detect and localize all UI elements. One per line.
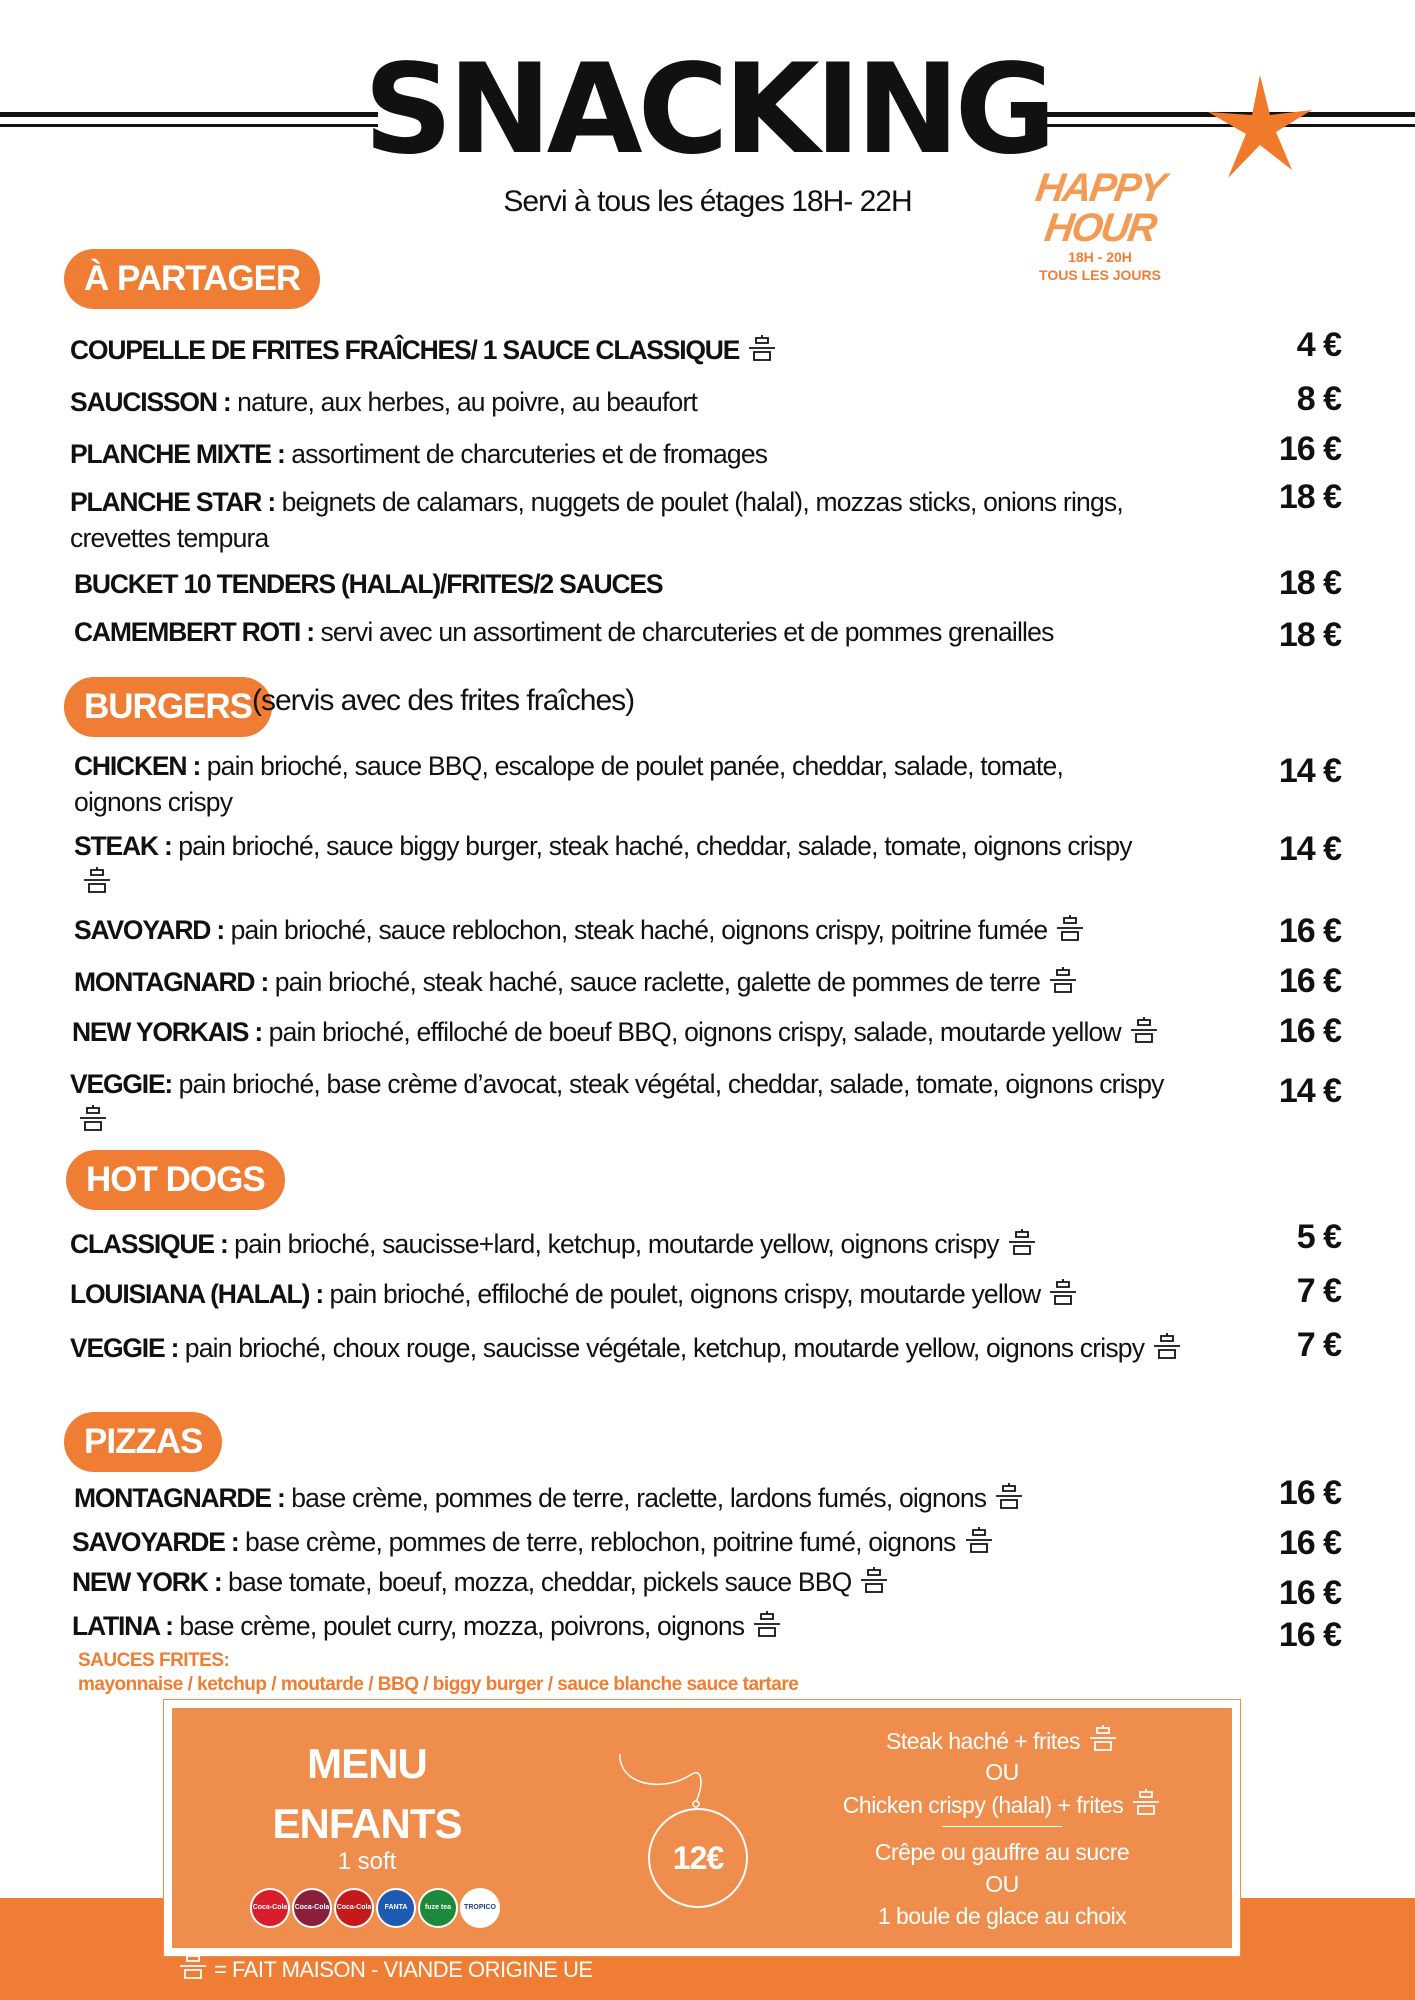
section-a-partager-label: À PARTAGER <box>64 249 320 309</box>
item-desc: pain brioché, effiloché de boeuf BBQ, oignons crispy, salade, moutarde yellow <box>268 1017 1121 1047</box>
fait-maison-icon <box>1088 1724 1118 1752</box>
menu-item <box>74 614 1144 650</box>
item-desc: pain brioché, base crème d’avocat, steak végétal, cheddar, salade, tomate, oignons crispy <box>178 1069 1164 1099</box>
item-name: CLASSIQUE : <box>70 1229 228 1259</box>
kids-dessert-crepe: Crêpe ou gauffre au sucre <box>874 1839 1130 1865</box>
sauces-title: SAUCES FRITES: <box>78 1650 230 1671</box>
sauces-list: mayonnaise / ketchup / moutarde / BBQ / biggy burger / sauce blanche sauce tartare <box>78 1674 799 1695</box>
footnote <box>178 1952 593 1983</box>
item-price: 8 € <box>1296 380 1341 418</box>
item-name: MONTAGNARDE : <box>74 1483 285 1513</box>
menu-item <box>70 484 1130 556</box>
item-name: VEGGIE: <box>70 1069 173 1099</box>
page-title: SNACKING <box>363 38 1052 182</box>
kids-dessert-or: OU <box>985 1871 1019 1897</box>
item-price: 14 € <box>1278 830 1341 868</box>
item-desc: nature, aux herbes, au poivre, au beaufort <box>237 387 698 417</box>
item-name: VEGGIE : <box>70 1333 179 1363</box>
fait-maison-icon <box>964 1526 994 1554</box>
kids-dessert-glace: 1 boule de glace au choix <box>877 1903 1127 1929</box>
item-name: COUPELLE DE FRITES FRAÎCHES/ 1 SAUCE CLASSIQUE <box>70 335 740 365</box>
item-price: 4 € <box>1296 326 1341 364</box>
page-subtitle: Servi à tous les étages 18H- 22H <box>503 185 912 218</box>
menu-item <box>72 1524 1192 1560</box>
fait-maison-icon <box>994 1482 1024 1510</box>
item-name: BUCKET 10 TENDERS (HALAL)/FRITES/2 SAUCES <box>74 569 663 599</box>
item-price: 16 € <box>1278 912 1341 950</box>
happy-hour-hours: 18H - 20H <box>1068 249 1132 265</box>
item-name: SAUCISSON : <box>70 387 231 417</box>
item-name: LOUISIANA (HALAL) : <box>70 1279 323 1309</box>
item-desc: base tomate, boeuf, mozza, cheddar, pickels sauce BBQ <box>228 1567 852 1597</box>
item-name: NEW YORK : <box>72 1567 222 1597</box>
kids-menu-soft: 1 soft <box>337 1848 397 1875</box>
drink-logo-fanta: FANTA <box>376 1888 416 1928</box>
kids-menu-title <box>232 1734 502 1854</box>
menu-item <box>70 384 1140 420</box>
item-price: 5 € <box>1296 1218 1341 1256</box>
item-name: PLANCHE STAR : <box>70 487 276 517</box>
section-hot-dogs-label: HOT DOGS <box>66 1150 285 1210</box>
drink-logo-coca-cola: Coca-Cola <box>250 1888 290 1928</box>
kids-divider <box>942 1826 1062 1827</box>
fait-maison-icon <box>82 866 112 894</box>
item-desc: pain brioché, effiloché de poulet, oignons crispy, moutarde yellow <box>329 1279 1041 1309</box>
menu-item <box>74 828 1134 900</box>
fait-maison-icon <box>1048 966 1078 994</box>
fait-maison-icon <box>1131 1788 1161 1816</box>
item-price: 16 € <box>1278 1524 1341 1562</box>
item-desc: pain brioché, sauce BBQ, escalope de poulet panée, cheddar, salade, tomate, oignons crispy <box>74 751 1064 817</box>
happy-hour-badge <box>1030 168 1170 284</box>
item-price: 18 € <box>1278 564 1341 602</box>
item-price: 14 € <box>1278 752 1341 790</box>
fait-maison-icon <box>752 1610 782 1638</box>
item-name: LATINA : <box>72 1611 173 1641</box>
fait-maison-icon <box>1129 1016 1159 1044</box>
item-price: 16 € <box>1278 1574 1341 1612</box>
item-name: STEAK : <box>74 831 172 861</box>
item-desc: servi avec un assortiment de charcuteries et de pommes grenailles <box>320 617 1054 647</box>
fait-maison-icon <box>859 1566 889 1594</box>
item-price: 16 € <box>1278 1616 1341 1654</box>
item-desc: pain brioché, sauce biggy burger, steak haché, cheddar, salade, tomate, oignons crispy <box>178 831 1132 861</box>
fait-maison-icon <box>1007 1228 1037 1256</box>
item-desc: base crème, pommes de terre, reblochon, poitrine fumé, oignons <box>245 1527 956 1557</box>
item-price: 16 € <box>1278 1012 1341 1050</box>
drink-logo-tropico: TROPICO <box>460 1888 500 1928</box>
happy-hour-line1: HAPPY <box>1033 166 1167 210</box>
happy-hour-line2: HOUR <box>1042 206 1158 250</box>
menu-item <box>70 1066 1190 1138</box>
kids-option-steak-text: Steak haché + frites <box>886 1728 1080 1754</box>
footnote-text: = FAIT MAISON - VIANDE ORIGINE UE <box>214 1957 593 1982</box>
item-name: PLANCHE MIXTE : <box>70 439 285 469</box>
item-price: 18 € <box>1278 616 1341 654</box>
item-name: NEW YORKAIS : <box>72 1017 263 1047</box>
item-name: CAMEMBERT ROTI : <box>74 617 314 647</box>
kids-option-steak <box>832 1724 1172 1757</box>
fait-maison-icon <box>1048 1278 1078 1306</box>
drink-logo-coca-cola-cherry: Coca-Cola <box>292 1888 332 1928</box>
kids-menu-title-line1: MENU <box>307 1740 427 1787</box>
fait-maison-icon <box>1152 1332 1182 1360</box>
kids-menu-price: 12€ <box>648 1808 748 1908</box>
menu-item <box>74 1480 1194 1516</box>
item-price: 16 € <box>1278 430 1341 468</box>
star-icon <box>1200 70 1320 190</box>
menu-item <box>70 332 1140 368</box>
kids-option-chicken-text: Chicken crispy (halal) + frites <box>842 1792 1124 1818</box>
item-name: SAVOYARDE : <box>72 1527 239 1557</box>
item-price: 7 € <box>1296 1326 1341 1364</box>
item-desc: base crème, pommes de terre, raclette, lardons fumés, oignons <box>291 1483 987 1513</box>
fait-maison-icon <box>178 1952 208 1980</box>
drink-logo-fuze-tea: fuze tea <box>418 1888 458 1928</box>
item-price: 14 € <box>1278 1072 1341 1110</box>
item-desc: pain brioché, sauce reblochon, steak haché, oignons crispy, poitrine fumée <box>230 915 1048 945</box>
item-name: MONTAGNARD : <box>74 967 269 997</box>
menu-item <box>70 1226 1190 1262</box>
menu-item <box>74 748 1074 820</box>
item-desc: base crème, poulet curry, mozza, poivrons, oignons <box>179 1611 745 1641</box>
item-price: 7 € <box>1296 1272 1341 1310</box>
kids-menu-title-line2: ENFANTS <box>272 1800 462 1847</box>
menu-item <box>70 436 1140 472</box>
section-pizzas-label: PIZZAS <box>64 1412 222 1472</box>
item-desc: pain brioché, choux rouge, saucisse végétale, ketchup, moutarde yellow, oignons crispy <box>184 1333 1145 1363</box>
menu-item <box>74 566 1144 602</box>
menu-item <box>72 1564 1192 1600</box>
item-price: 18 € <box>1278 478 1341 516</box>
fait-maison-icon <box>78 1104 108 1132</box>
happy-hour-days: TOUS LES JOURS <box>1039 267 1161 283</box>
menu-item <box>74 964 1194 1000</box>
item-desc: pain brioché, steak haché, sauce raclette, galette de pommes de terre <box>274 967 1041 997</box>
kids-option-chicken <box>832 1788 1172 1821</box>
section-burgers-note: (servis avec des frites fraîches) <box>252 684 635 717</box>
fait-maison-icon <box>747 334 777 362</box>
item-price: 16 € <box>1278 1474 1341 1512</box>
menu-item <box>74 912 1194 948</box>
fait-maison-icon <box>1055 914 1085 942</box>
menu-item <box>72 1014 1272 1050</box>
item-desc: assortiment de charcuteries et de fromages <box>291 439 768 469</box>
kids-menu-box <box>164 1700 1240 1956</box>
drink-logo-coca-cola-zero: Coca-Cola <box>334 1888 374 1928</box>
menu-item <box>70 1276 1190 1312</box>
item-desc: beignets de calamars, nuggets de poulet (halal), mozzas sticks, onions rings, crevettes tempura <box>70 487 1123 553</box>
item-desc: pain brioché, saucisse+lard, ketchup, moutarde yellow, oignons crispy <box>234 1229 999 1259</box>
menu-item <box>72 1608 1192 1644</box>
section-burgers-label: BURGERS <box>64 677 272 737</box>
kids-option-or-1: OU <box>985 1759 1019 1785</box>
menu-item <box>70 1330 1190 1366</box>
item-name: SAVOYARD : <box>74 915 224 945</box>
item-price: 16 € <box>1278 962 1341 1000</box>
item-name: CHICKEN : <box>74 751 201 781</box>
price-tag-string-icon <box>612 1744 722 1814</box>
